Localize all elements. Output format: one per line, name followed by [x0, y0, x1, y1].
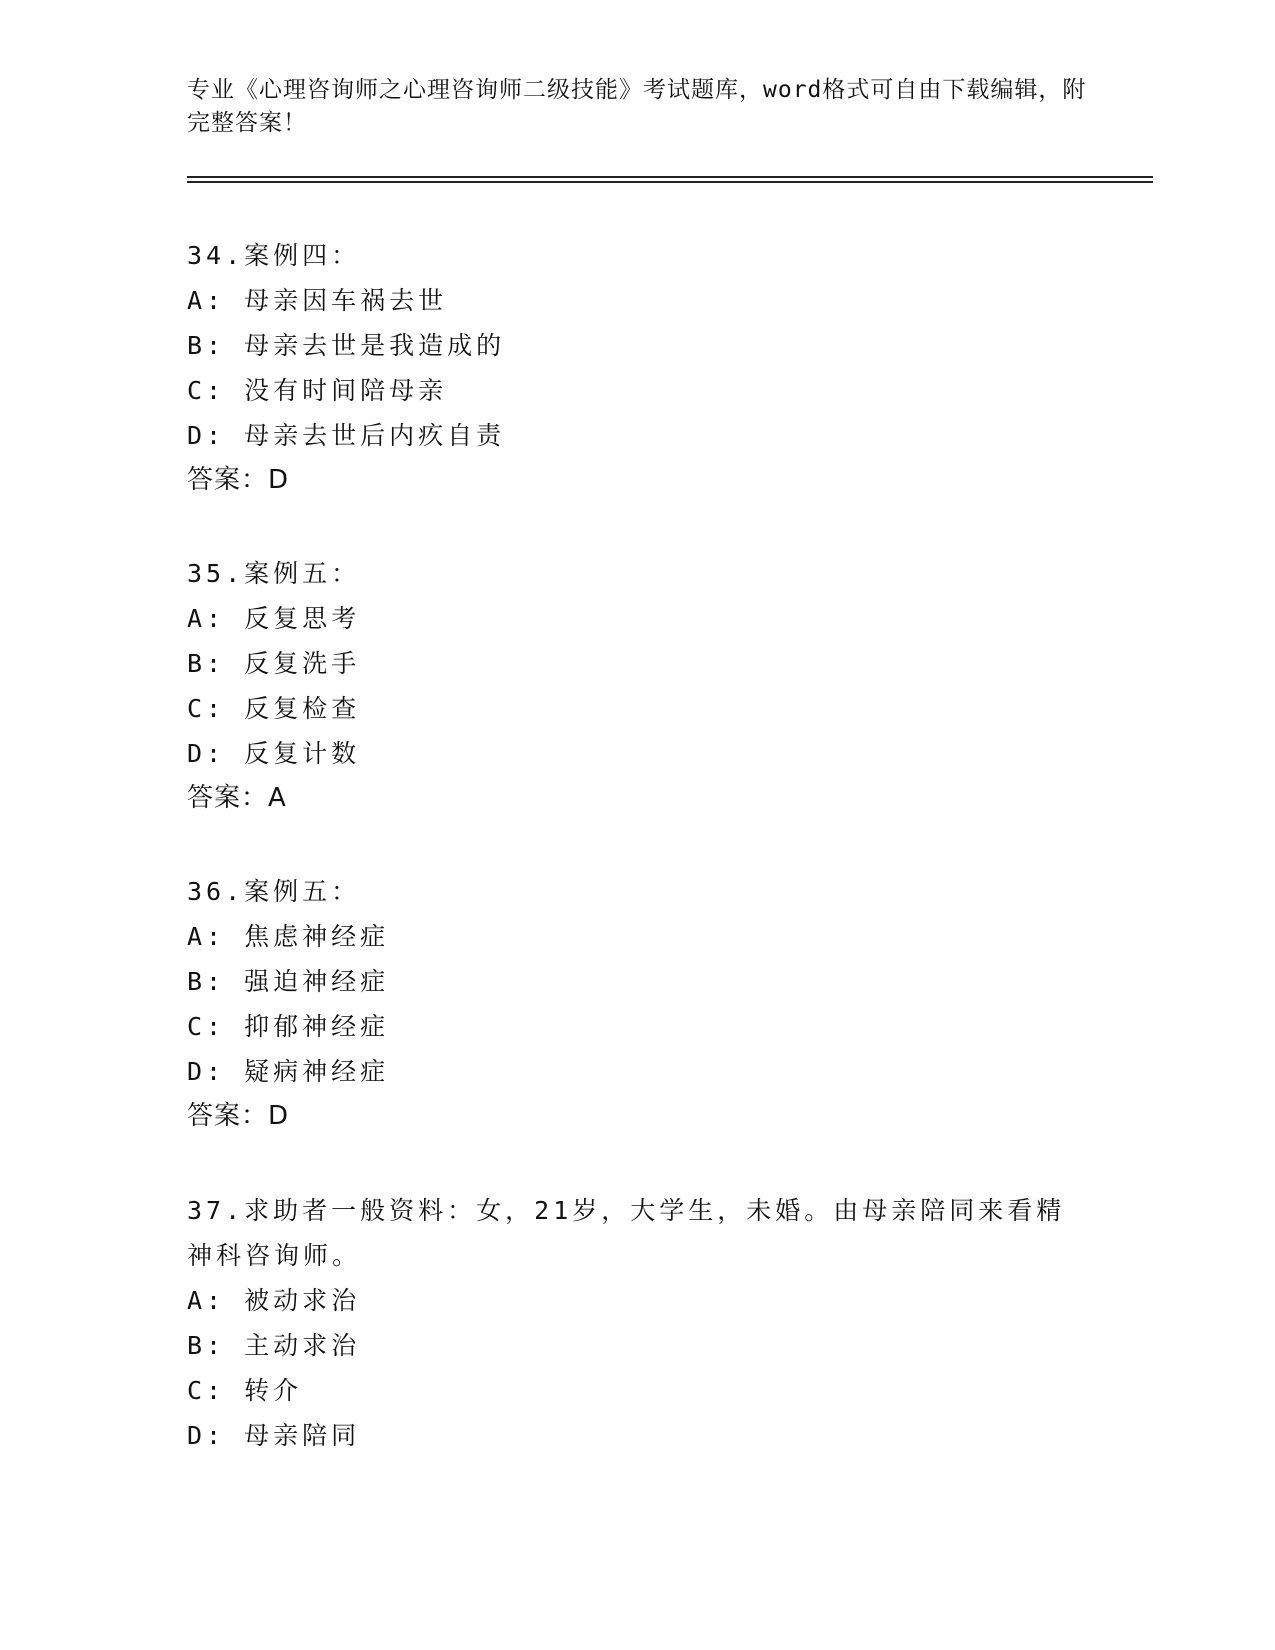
option-c: C: 没有时间陪母亲: [187, 376, 448, 405]
question-title: 34.案例四：: [187, 241, 361, 270]
question-title: 35.案例五：: [187, 559, 361, 588]
question-36: [187, 869, 1087, 1139]
option-d: D: 反复计数: [187, 739, 361, 768]
option-b: B: 反复洗手: [187, 649, 361, 678]
document-header: 专业《心理咨询师之心理咨询师二级技能》考试题库，word格式可自由下载编辑，附完整答案！: [187, 77, 1087, 136]
option-d: D: 母亲陪同: [187, 1421, 361, 1450]
option-a: A: 被动求治: [187, 1286, 361, 1315]
header-divider: [187, 176, 1153, 183]
question-35: [187, 551, 1087, 821]
answer-line: 答案：A: [187, 783, 287, 813]
option-c: C: 抑郁神经症: [187, 1012, 390, 1041]
option-d: D: 母亲去世后内疚自责: [187, 421, 506, 450]
divider-line-top: [187, 176, 1153, 178]
option-b: B: 强迫神经症: [187, 967, 390, 996]
option-a: A: 反复思考: [187, 604, 361, 633]
option-d: D: 疑病神经症: [187, 1057, 390, 1086]
option-a: A: 焦虑神经症: [187, 922, 390, 951]
option-b: B: 主动求治: [187, 1331, 361, 1360]
question-34: [187, 233, 1087, 503]
answer-line: 答案：D: [187, 1101, 290, 1131]
question-title: 36.案例五：: [187, 877, 361, 906]
option-c: C: 转介: [187, 1376, 303, 1405]
divider-line-bottom: [187, 181, 1153, 183]
option-a: A: 母亲因车祸去世: [187, 286, 448, 315]
option-b: B: 母亲去世是我造成的: [187, 331, 506, 360]
question-37: [187, 1188, 1087, 1458]
document-page: [187, 0, 1147, 1650]
question-title: 37.求助者一般资料：女，21岁，大学生，未婚。由母亲陪同来看精神科咨询师。: [187, 1196, 1066, 1270]
answer-line: 答案：D: [187, 465, 290, 495]
option-c: C: 反复检查: [187, 694, 361, 723]
